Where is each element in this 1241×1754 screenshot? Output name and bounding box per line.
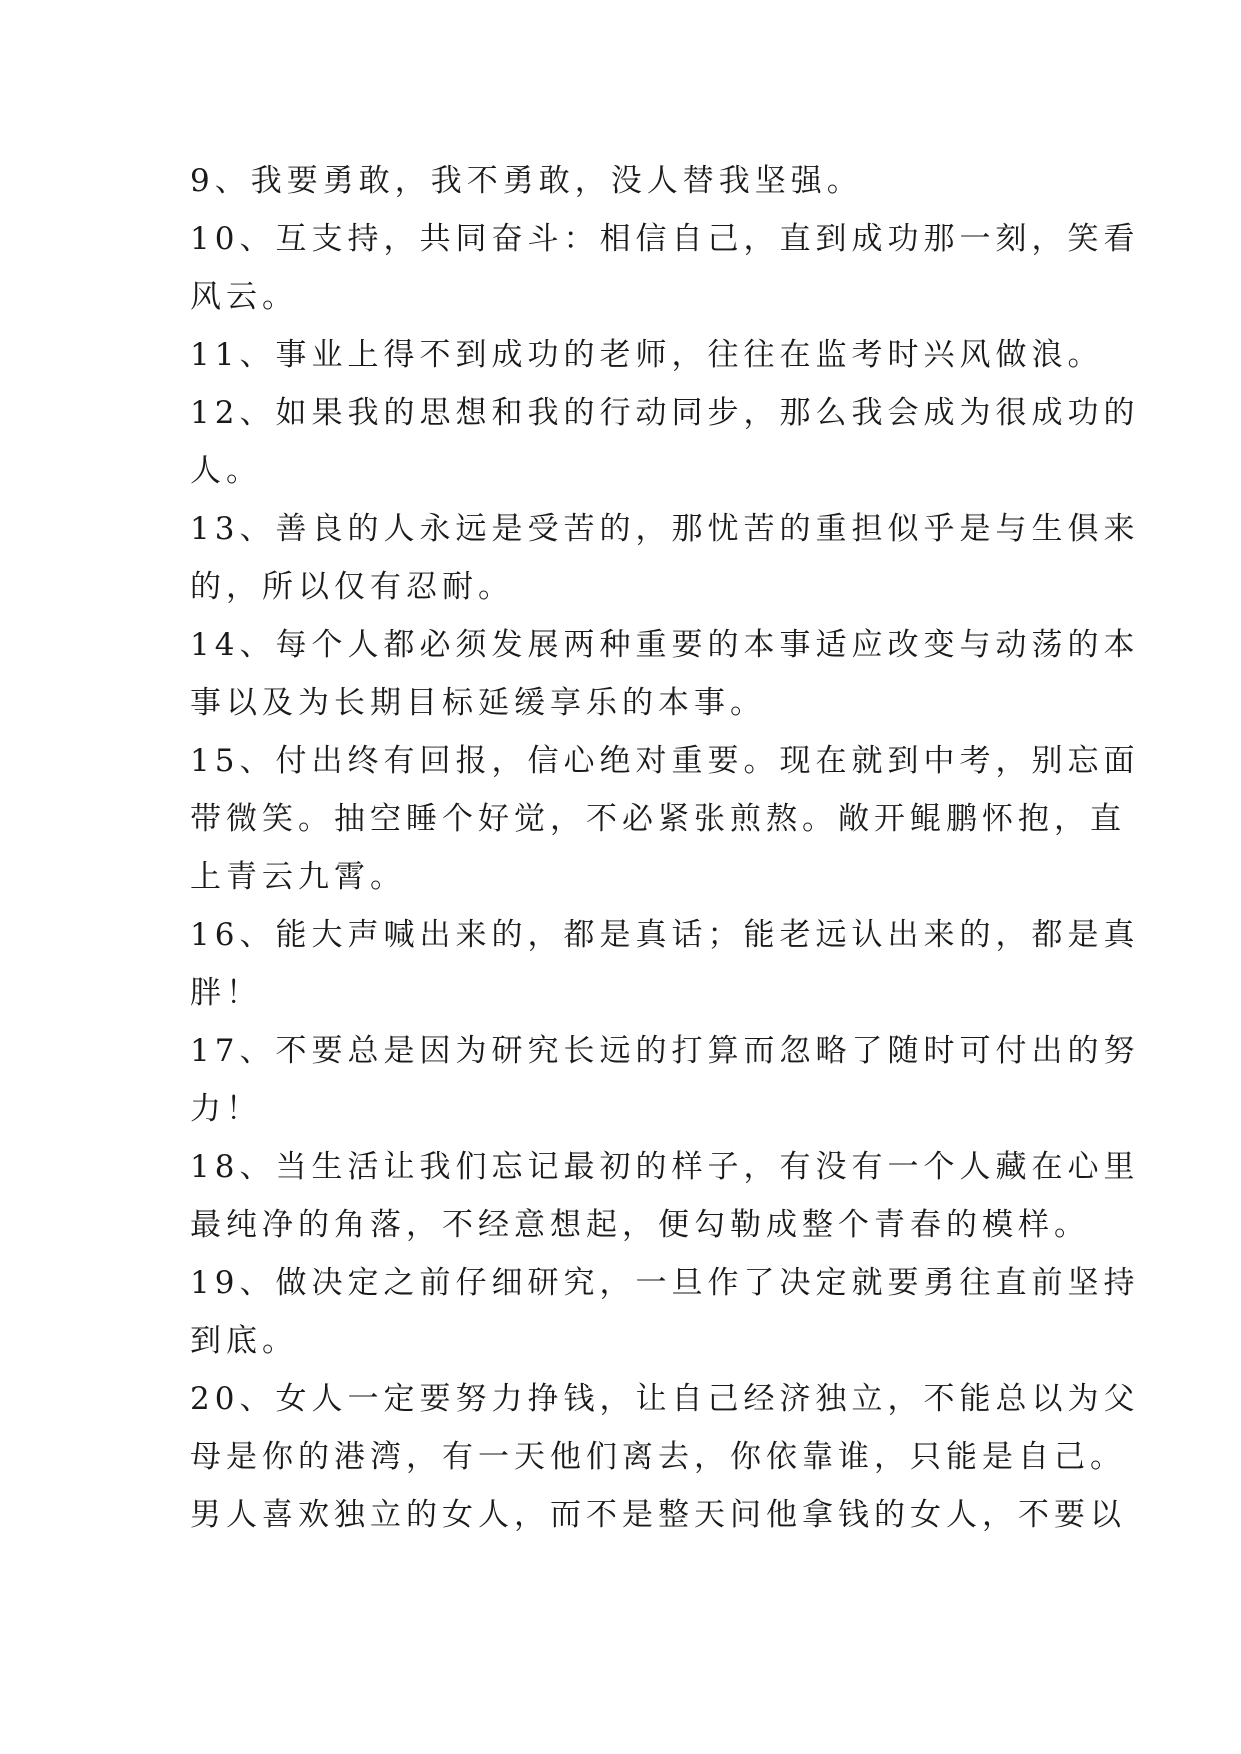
text-line: 事以及为长期目标延缓享乐的本事。 [190, 685, 766, 721]
document-body [190, 152, 1140, 1544]
text-line: 风云。 [190, 279, 298, 315]
text-line: 19、做决定之前仔细研究，一旦作了决定就要勇往直前坚持 [190, 1265, 1140, 1301]
text-line: 9、我要勇敢，我不勇敢，没人替我坚强。 [190, 163, 863, 199]
text-line: 13、善良的人永远是受苦的，那忧苦的重担似乎是与生俱来 [190, 511, 1140, 547]
text-line: 16、能大声喊出来的，都是真话；能老远认出来的，都是真 [190, 917, 1140, 953]
text-line: 15、付出终有回报，信心绝对重要。现在就到中考，别忘面 [190, 743, 1140, 779]
text-line: 18、当生活让我们忘记最初的样子，有没有一个人藏在心里 [190, 1149, 1140, 1185]
text-line: 胖！ [190, 975, 262, 1011]
text-line: 母是你的港湾，有一天他们离去，你依靠谁，只能是自己。 [190, 1439, 1126, 1475]
text-line: 10、互支持，共同奋斗：相信自己，直到成功那一刻，笑看 [190, 221, 1140, 257]
text-line: 男人喜欢独立的女人，而不是整天问他拿钱的女人，不要以 [190, 1497, 1126, 1533]
text-line: 最纯净的角落，不经意想起，便勾勒成整个青春的模样。 [190, 1207, 1090, 1243]
text-line: 力！ [190, 1091, 262, 1127]
text-line: 11、事业上得不到成功的老师，往往在监考时兴风做浪。 [190, 337, 1104, 373]
text-line: 20、女人一定要努力挣钱，让自己经济独立，不能总以为父 [190, 1381, 1140, 1417]
text-line: 14、每个人都必须发展两种重要的本事适应改变与动荡的本 [190, 627, 1140, 663]
text-line: 到底。 [190, 1323, 298, 1359]
text-line: 人。 [190, 453, 262, 489]
text-line: 上青云九霄。 [190, 859, 406, 895]
text-line: 17、不要总是因为研究长远的打算而忽略了随时可付出的努 [190, 1033, 1140, 1069]
text-line: 的，所以仅有忍耐。 [190, 569, 514, 605]
text-line: 带微笑。抽空睡个好觉，不必紧张煎熬。敞开鲲鹏怀抱，直 [190, 801, 1126, 837]
text-line: 12、如果我的思想和我的行动同步，那么我会成为很成功的 [190, 395, 1140, 431]
